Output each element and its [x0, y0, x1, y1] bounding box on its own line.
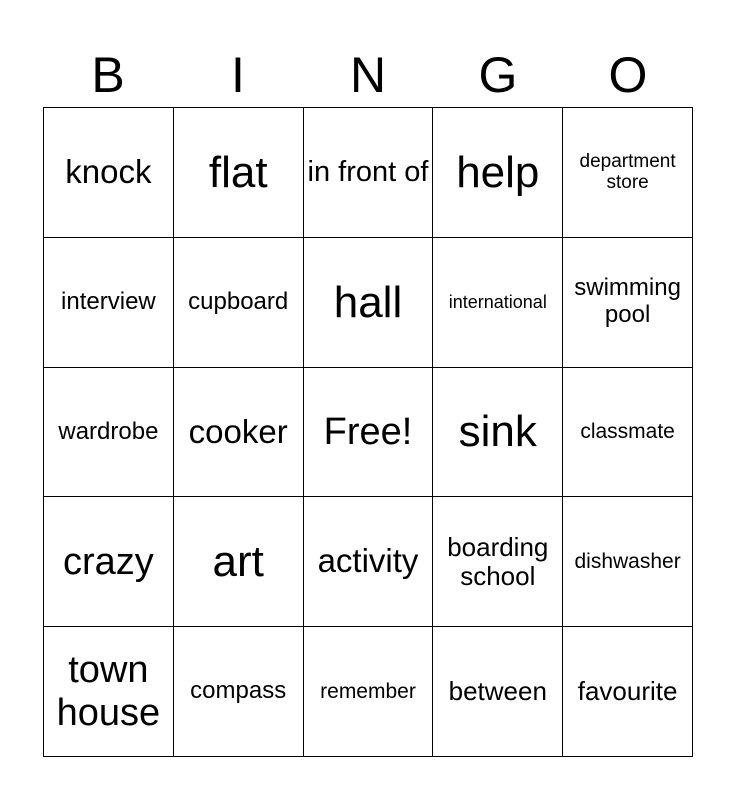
bingo-cell[interactable]: cooker [174, 368, 304, 498]
bingo-cell[interactable]: classmate [563, 368, 693, 498]
bingo-cell[interactable]: knock [44, 108, 174, 238]
bingo-cell[interactable]: help [433, 108, 563, 238]
header-letter-n: N [349, 47, 387, 103]
bingo-cell[interactable]: flat [174, 108, 304, 238]
header-letter-i: I [231, 47, 245, 103]
bingo-cell[interactable]: town house [44, 627, 174, 757]
bingo-cell[interactable]: compass [174, 627, 304, 757]
bingo-cell[interactable]: art [174, 497, 304, 627]
bingo-cell[interactable]: wardrobe [44, 368, 174, 498]
bingo-cell[interactable]: in front of [304, 108, 434, 238]
bingo-cell[interactable]: department store [563, 108, 693, 238]
bingo-cell[interactable]: swimming pool [563, 238, 693, 368]
bingo-header [43, 40, 693, 110]
bingo-cell-free[interactable]: Free! [304, 368, 434, 498]
header-letter-b: B [91, 47, 125, 103]
bingo-cell[interactable]: favourite [563, 627, 693, 757]
bingo-cell[interactable]: cupboard [174, 238, 304, 368]
bingo-cell[interactable]: between [433, 627, 563, 757]
bingo-cell[interactable]: interview [44, 238, 174, 368]
bingo-cell[interactable]: dishwasher [563, 497, 693, 627]
header-letter-o: O [608, 47, 648, 103]
bingo-board [43, 107, 693, 757]
bingo-cell[interactable]: crazy [44, 497, 174, 627]
header-letter-g: G [478, 47, 518, 103]
bingo-cell[interactable]: remember [304, 627, 434, 757]
bingo-cell[interactable]: hall [304, 238, 434, 368]
bingo-cell[interactable]: sink [433, 368, 563, 498]
bingo-cell[interactable]: international [433, 238, 563, 368]
bingo-cell[interactable]: boarding school [433, 497, 563, 627]
bingo-cell[interactable]: activity [304, 497, 434, 627]
